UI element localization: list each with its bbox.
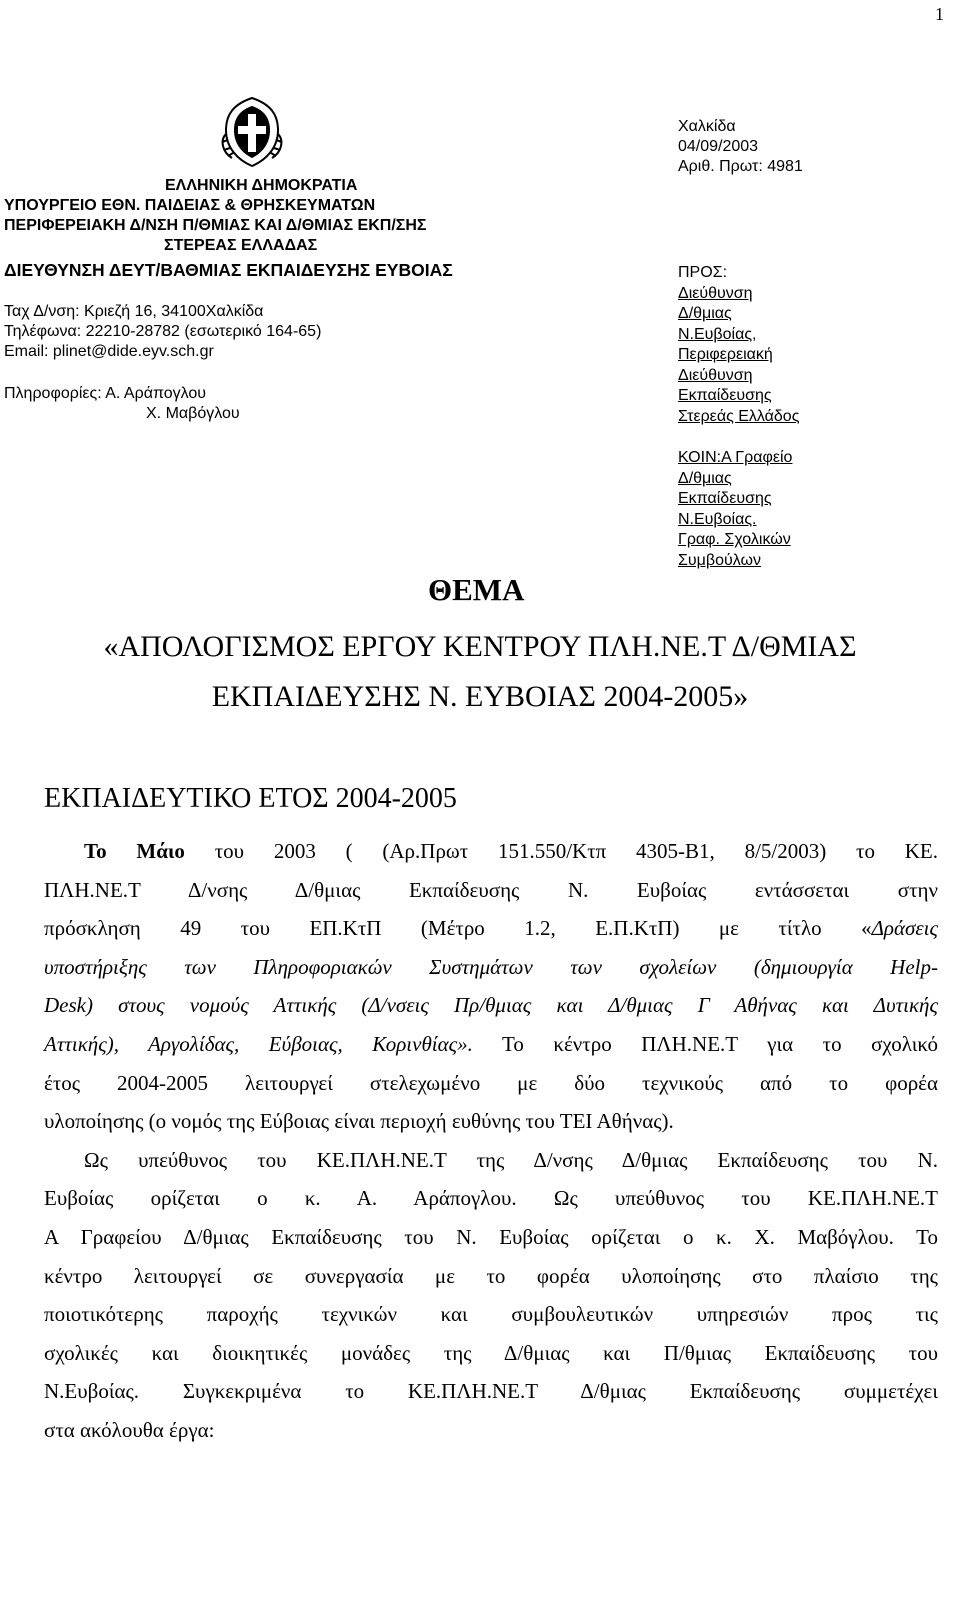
recipient-line: Διεύθυνση [678, 285, 753, 302]
recipients-to-label: ΠΡΟΣ: [678, 264, 728, 281]
recipient-line: Ν.Ευβοίας, [678, 326, 757, 343]
header-region: ΣΤΕΡΕΑΣ ΕΛΛΑΔΑΣ [164, 237, 318, 254]
header-info-second: Χ. Μαβόγλου [146, 405, 240, 422]
header-regional: ΠΕΡΙΦΕΡΕΙΑΚΗ Δ/ΝΣΗ Π/ΘΜΙΑΣ ΚΑΙ Δ/ΘΜΙΑΣ ΕΚΠ/ΣΗΣ [4, 217, 427, 234]
recipient-line: Δ/θμιας [678, 305, 732, 322]
body-text [44, 832, 938, 1450]
page-number: 1 [935, 4, 944, 24]
cc-line: Γραφ. Σχολικών [678, 531, 791, 548]
body-line: κέντρο λειτουργεί σε συνεργασία με το φορέα υλοποίησης στο πλαίσιο της [44, 1263, 938, 1288]
body-line: στα ακόλουθα έργα: [44, 1417, 215, 1442]
body-line: υλοποίησης (ο νομός της Εύβοιας είναι περιοχή ευθύνης του ΤΕΙ Αθήνας). [44, 1109, 674, 1134]
body-line: Ευβοίας ορίζεται ο κ. Α. Αράπογλου. Ως υπεύθυνος του ΚΕ.ΠΛΗ.ΝΕ.Τ [44, 1186, 938, 1211]
header-info: Πληροφορίες: Α. Αράπογλου [4, 385, 207, 402]
body-line: ποιοτικότερης παροχής τεχνικών και συμβουλευτικών υπηρεσιών προς τις [44, 1302, 938, 1327]
header-directorate: ΔΙΕΥΘΥΝΣΗ ΔΕΥΤ/ΒΑΘΜΙΑΣ ΕΚΠΑΙΔΕΥΣΗΣ ΕΥΒΟΙΑΣ [4, 260, 453, 280]
subject-title-line1: «ΑΠΟΛΟΓΙΣΜΟΣ ΕΡΓΟΥ ΚΕΝΤΡΟΥ ΠΛΗ.ΝΕ.Τ Δ/ΘΜΙΑΣ [103, 630, 857, 663]
body-line: υποστήριξης των Πληροφοριακών Συστημάτων των σχολείων (δημιουργία Help- [44, 954, 938, 979]
school-year-heading: ΕΚΠΑΙΔΕΥΤΙΚΟ ΕΤΟΣ 2004-2005 [44, 783, 457, 814]
body-line: έτος 2004-2005 λειτουργεί στελεχωμένο με δύο τεχνικούς από το φορέα [44, 1070, 938, 1095]
body-line: Α Γραφείου Δ/θμιας Εκπαίδευσης του Ν. Ευβοίας ορίζεται ο κ. Χ. Μαβόγλου. Το [44, 1224, 938, 1249]
body-line: σχολικές και διοικητικές μονάδες της Δ/θμιας και Π/θμιας Εκπαίδευσης του [44, 1340, 938, 1365]
body-line: ΠΛΗ.ΝΕ.Τ Δ/νσης Δ/θμιας Εκπαίδευσης Ν. Ευβοίας εντάσσεται στην [44, 877, 938, 902]
body-line: Αττικής), Αργολίδας, Εύβοιας, Κορινθίας». Το κέντρο ΠΛΗ.ΝΕ.Τ για το σχολικό [44, 1031, 938, 1056]
doc-date: 04/09/2003 [678, 138, 759, 155]
doc-protocol: Αριθ. Πρωτ: 4981 [678, 158, 803, 175]
body-line: Ν.Ευβοίας. Συγκεκριμένα το ΚΕ.ΠΛΗ.ΝΕ.Τ Δ/θμιας Εκπαίδευσης συμμετέχει [44, 1379, 938, 1404]
cc-line: Ν.Ευβοίας. [678, 511, 757, 528]
subject-title-line2: ΕΚΠΑΙΔΕΥΣΗΣ Ν. ΕΥΒΟΙΑΣ 2004-2005» [211, 680, 749, 713]
doc-city: Χαλκίδα [678, 118, 736, 135]
header-address: Ταχ Δ/νση: Κριεζή 16, 34100Χαλκίδα [4, 303, 264, 320]
body-line: Το Μάιο του 2003 ( (Αρ.Πρωτ 151.550/Κτπ 4305-Β1, 8/5/2003) το ΚΕ. [84, 839, 938, 863]
body-line: Ως υπεύθυνος του ΚΕ.ΠΛΗ.ΝΕ.Τ της Δ/νσης Δ/θμιας Εκπαίδευσης του Ν. [84, 1147, 938, 1172]
cc-line: Δ/θμιας [678, 470, 732, 487]
header-phones: Τηλέφωνα: 22210-28782 (εσωτερικό 164-65) [4, 323, 322, 340]
cc-line: ΚΟΙΝ:Α Γραφείο [678, 449, 793, 466]
recipient-line: Διεύθυνση [678, 367, 753, 384]
body-line: Desk) στους νομούς Αττικής (Δ/νσεις Πρ/θμιας και Δ/θμιας Γ Αθήνας και Δυτικής [44, 993, 938, 1018]
header-country: ΕΛΛΗΝΙΚΗ ΔΗΜΟΚΡΑΤΙΑ [165, 177, 358, 194]
recipient-line: Περιφερειακή [678, 346, 773, 363]
recipient-line: Εκπαίδευσης [678, 387, 772, 404]
greek-coat-of-arms-icon [212, 90, 292, 170]
cc-line: Εκπαίδευσης [678, 490, 772, 507]
subject-label: ΘΕΜΑ [428, 572, 525, 607]
body-line: πρόσκληση 49 του ΕΠ.ΚτΠ (Μέτρο 1.2, Ε.Π.ΚτΠ) με τίτλο «Δράσεις [44, 916, 938, 941]
recipient-line: Στερεάς Ελλάδος [678, 408, 800, 425]
header-email: Email: plinet@dide.eyv.sch.gr [4, 343, 214, 360]
header-ministry: ΥΠΟΥΡΓΕΙΟ ΕΘΝ. ΠΑΙΔΕΙΑΣ & ΘΡΗΣΚΕΥΜΑΤΩΝ [4, 197, 376, 214]
cc-line: Συμβούλων [678, 552, 761, 569]
